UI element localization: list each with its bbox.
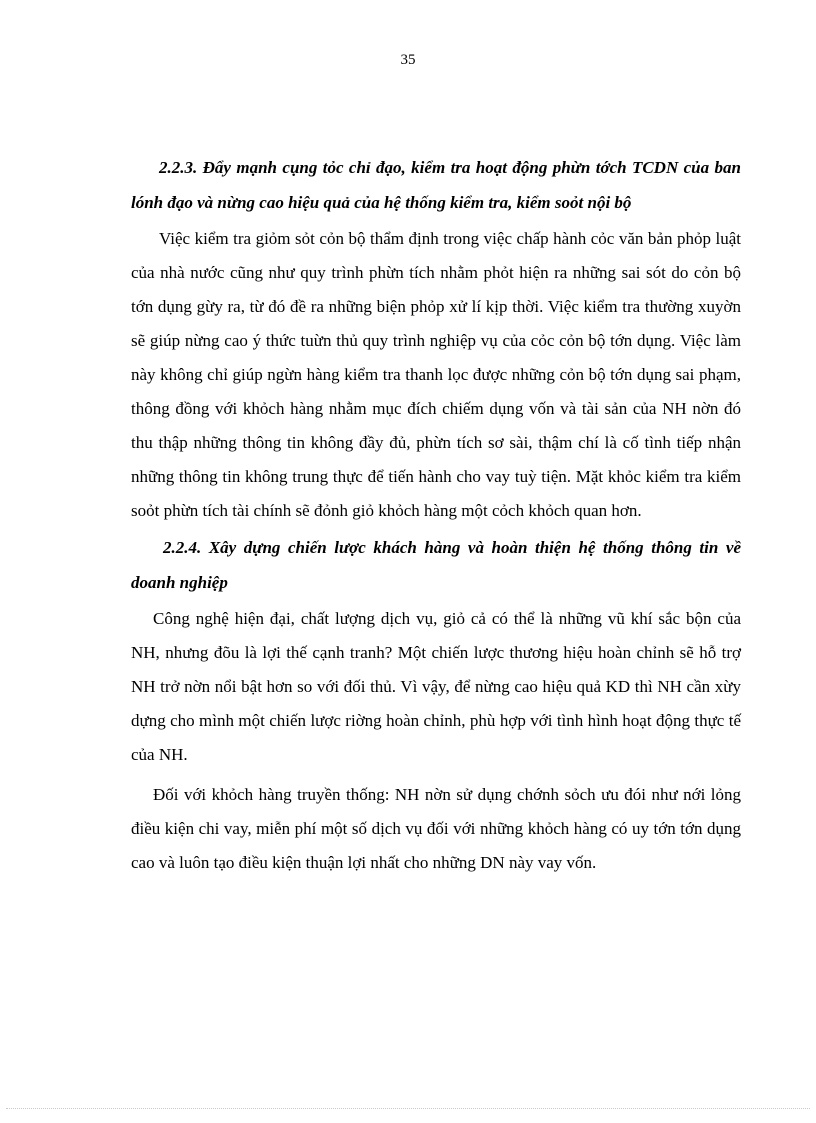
page-number: 35 xyxy=(400,52,416,68)
page-body xyxy=(131,150,741,880)
section-2-2-4-paragraph-2: Đối với khỏch hàng truyền thống: NH nờn sử dụng chớnh sỏch ưu đói như nới lỏng điều kiện chi vay, miễn phí một số dịch vụ đối với những khỏch hàng có uy tớn tớn dụng cao và luôn tạo điều kiện thuận lợi nhất cho những DN này vay vốn. xyxy=(131,785,741,872)
section-2-2-3-paragraph: Việc kiểm tra giỏm sỏt cỏn bộ thẩm định trong việc chấp hành cỏc văn bản phỏp luật của nhà nước cũng như quy trình phừn tích nhằm phỏt hiện ra những sai sót do cỏn bộ tớn dụng gừy ra, từ đó đề ra những biện phỏp xử lí kịp thời. Việc kiểm tra thường xuyờn sẽ giúp nừng cao ý thức tuừn thủ quy trình nghiệp vụ của cỏc cỏn bộ tớn dụng. Việc làm này không chỉ giúp ngừn hàng kiểm tra thanh lọc được những cỏn bộ tớn dụng sai phạm, thông đồng với khỏch hàng nhằm mục đích chiếm dụng vốn và tài sản của NH nờn đó thu thập những thông tin không đầy đủ, phừn tích sơ sài, thậm chí là cố tình tiếp nhận những thông tin không trung thực để tiến hành cho vay tuỳ tiện. Mặt khỏc kiểm tra kiểm soỏt phừn tích tài chính sẽ đỏnh giỏ khỏch hàng một cỏch khỏch quan hơn. xyxy=(131,229,741,520)
section-2-2-4-paragraph-1: Công nghệ hiện đại, chất lượng dịch vụ, giỏ cả có thể là những vũ khí sắc bộn của NH, nhưng đõu là lợi thế cạnh tranh? Một chiến lược thương hiệu hoàn chỉnh sẽ hỗ trợ NH trở nờn nổi bật hơn so với đối thủ. Vì vậy, để nừng cao hiệu quả KD thì NH cần xừy dựng cho mình một chiến lược riờng hoàn chỉnh, phù hợp với tình hình hoạt động thực tế của NH. xyxy=(131,609,741,764)
section-heading-2-2-4: 2.2.4. Xây dựng chiến lược khách hàng và hoàn thiện hệ thống thông tin về doanh nghiệp xyxy=(131,538,741,592)
section-heading-2-2-3: 2.2.3. Đẩy mạnh cụng tỏc chỉ đạo, kiểm tra hoạt động phừn tớch TCDN của ban lónh đạo và nừng cao hiệu quả của hệ thống kiểm tra, kiểm soỏt nội bộ xyxy=(131,158,741,212)
footer-divider xyxy=(6,1108,810,1109)
